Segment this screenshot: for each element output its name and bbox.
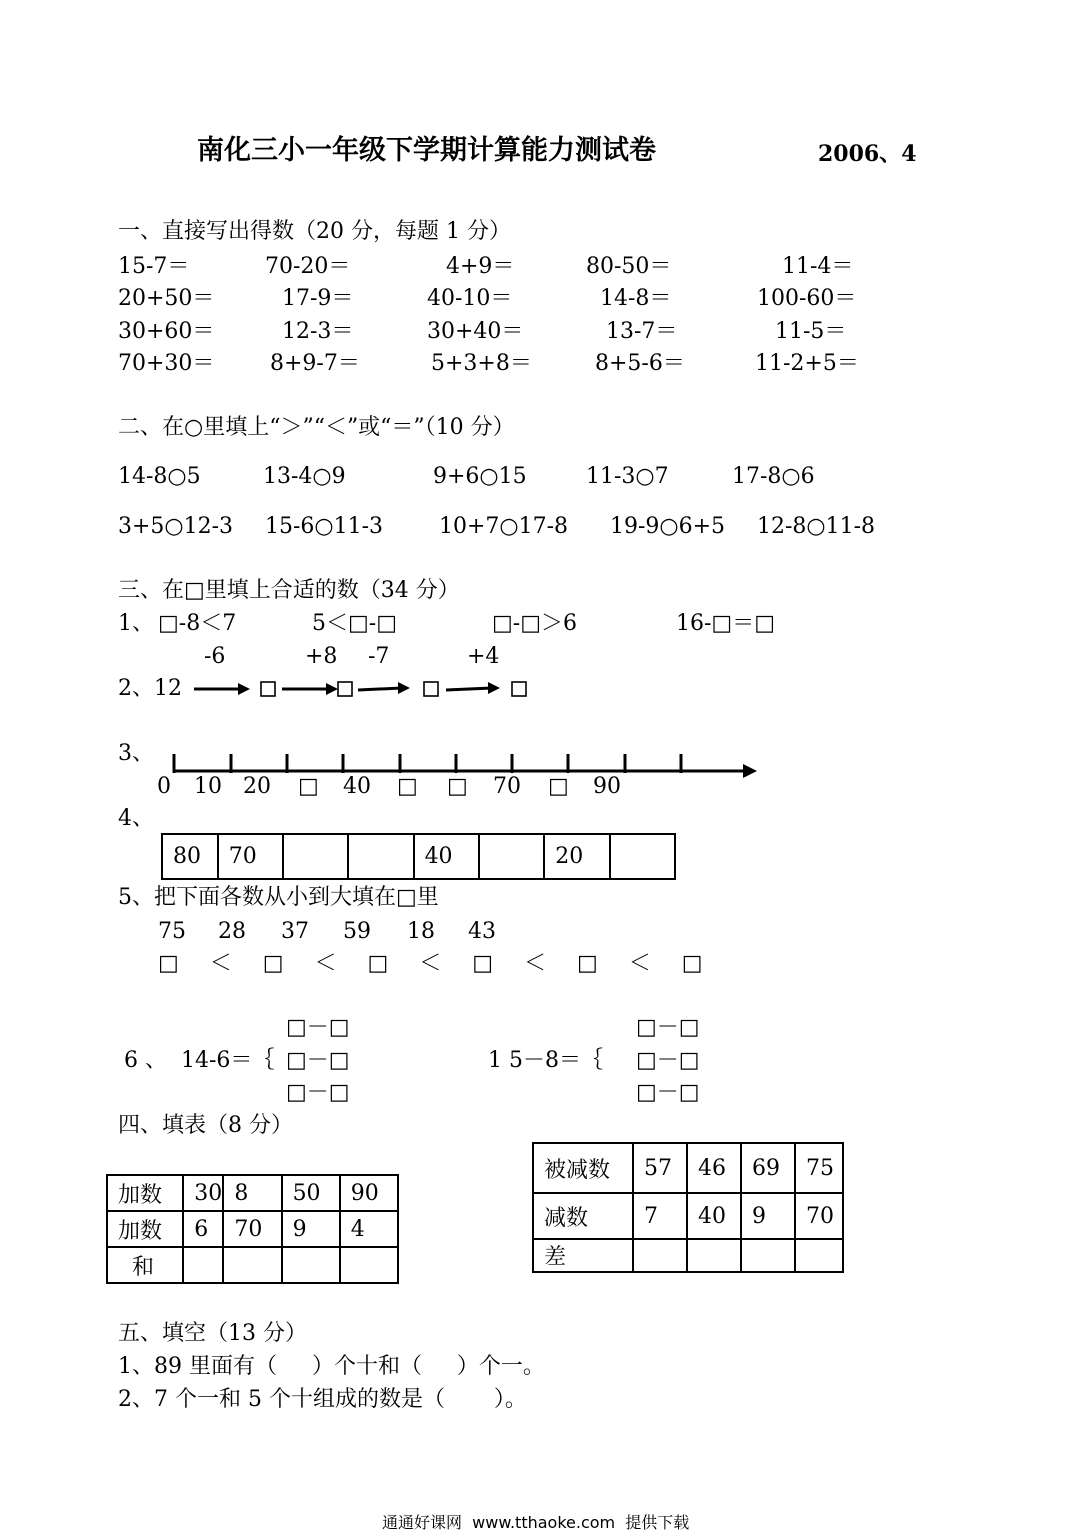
compare-problem: 11-3○7 [586,464,669,489]
compare-problem: 14-8○5 [118,464,201,489]
section3-heading: 三、在□里填上合适的数（34 分） [118,578,460,603]
subtraction-table [532,1142,844,1273]
q6-right-pair: □－□ [636,1080,700,1105]
add-cell: 90 [340,1175,398,1211]
compare-problem: 10+7○17-8 [439,514,569,539]
compare-problem: 3+5○12-3 [118,514,234,539]
problem: 8+9-7＝ [270,351,360,376]
add-header-cell: 加数 [107,1211,183,1247]
sub-cell: 75 [795,1143,843,1193]
compare-problem: 19-9○6+5 [610,514,726,539]
compare-problem: 13-4○9 [263,464,346,489]
q4-cell: 80 [162,834,218,879]
add-header-cell: 和 [107,1247,183,1283]
problem: 14-8＝ [600,286,672,311]
problem: 8+5-6＝ [595,351,685,376]
problem: 13-7＝ [606,319,678,344]
section4-heading: 四、填表（8 分） [118,1113,293,1138]
add-answer-cell[interactable] [282,1247,340,1283]
q6-left-pair: □－□ [286,1048,350,1073]
problem: 70-20＝ [265,254,351,279]
q4-cell[interactable] [479,834,544,879]
q6-left-expr: 14-6＝｛ [181,1048,275,1073]
q1-item: 5＜□-□ [312,611,398,636]
problem: 40-10＝ [427,286,513,311]
addition-table [106,1174,399,1284]
q6-right-pair: □－□ [636,1048,700,1073]
problem: 5+3+8＝ [431,351,532,376]
section2-heading: 二、在○里填上“＞”“＜”或“＝”（10 分） [118,415,515,440]
page-title: 南化三小一年级下学期计算能力测试卷 [197,135,656,166]
add-cell: 9 [282,1211,340,1247]
q2-op: +8 [305,644,338,669]
q3-tick-label: 40 [343,774,371,799]
q4-cell[interactable] [283,834,348,879]
q1-label: 1、 [118,611,154,636]
q5-number: 18 [407,919,435,944]
add-answer-cell[interactable] [183,1247,223,1283]
add-answer-cell[interactable] [223,1247,281,1283]
q5-number: 59 [343,919,371,944]
problem: 11-5＝ [775,319,847,344]
q4-cell[interactable] [610,834,675,879]
sub-answer-cell[interactable] [795,1239,843,1272]
q3-tick-label: □ [397,774,418,799]
q3-tick-label: 90 [593,774,621,799]
q5-number: 37 [281,919,309,944]
problem: 30+60＝ [118,319,215,344]
sub-answer-cell[interactable] [633,1239,687,1272]
footer-credit: 通通好课网 www.tthaoke.com 提供下载 [382,1513,690,1532]
problem: 30+40＝ [427,319,524,344]
q3-tick-label: 20 [243,774,271,799]
compare-problem: 17-8○6 [732,464,815,489]
q5-heading: 5、把下面各数从小到大填在□里 [118,885,439,910]
add-cell: 8 [223,1175,281,1211]
q2-op: -6 [204,644,226,669]
sub-header-cell: 被减数 [533,1143,633,1193]
sub-cell: 7 [633,1193,687,1239]
problem: 80-50＝ [586,254,672,279]
section1-heading: 一、直接写出得数（20 分，每题 1 分） [118,219,511,244]
q2-op: +4 [467,644,500,669]
q6-left-pair: □－□ [286,1080,350,1105]
problem: 11-4＝ [782,254,854,279]
q2-label: 2、12 [118,676,182,701]
section5-heading: 五、填空（13 分） [118,1321,307,1346]
add-cell: 70 [223,1211,281,1247]
sub-header-cell: 减数 [533,1193,633,1239]
q6-right-pair: □－□ [636,1015,700,1040]
sub-cell: 40 [687,1193,741,1239]
sub-cell: 57 [633,1143,687,1193]
problem: 4+9＝ [446,254,515,279]
q4-label: 4、 [118,806,154,831]
fill-blank-item: 1、89 里面有（ ）个十和（ ）个一。 [118,1354,545,1379]
problem: 70+30＝ [118,351,215,376]
q5-number: 28 [218,919,246,944]
q5-order-row: □ ＜ □ ＜ □ ＜ □ ＜ □ ＜ □ [158,951,706,976]
problem: 15-7＝ [118,254,190,279]
q4-cell: 40 [414,834,480,879]
q3-tick-label: 0 [157,774,171,799]
q5-number: 43 [468,919,496,944]
test-date: 2006、4 [818,141,917,167]
problem: 100-60＝ [757,286,857,311]
problem: 12-3＝ [282,319,354,344]
q1-item: □-8＜7 [158,611,237,636]
sub-cell: 9 [741,1193,795,1239]
q3-tick-label: □ [298,774,319,799]
q4-cell: 20 [544,834,610,879]
add-cell: 30 [183,1175,223,1211]
add-cell: 50 [282,1175,340,1211]
q3-tick-label: □ [548,774,569,799]
compare-problem: 12-8○11-8 [757,514,876,539]
sub-cell: 70 [795,1193,843,1239]
add-answer-cell[interactable] [340,1247,398,1283]
problem: 17-9＝ [282,286,354,311]
q4-cell: 70 [218,834,284,879]
q3-tick-label: □ [447,774,468,799]
q6-left-pair: □－□ [286,1015,350,1040]
sub-answer-cell[interactable] [687,1239,741,1272]
q1-item: 16-□＝□ [676,611,776,636]
add-header-cell: 加数 [107,1175,183,1211]
q3-tick-label: 70 [493,774,521,799]
q2-op: -7 [368,644,390,669]
q6-right-expr: 1 5－8＝｛ [488,1048,603,1073]
sub-cell: 46 [687,1143,741,1193]
sub-cell: 69 [741,1143,795,1193]
q4-sequence-table [161,833,676,880]
q5-number: 75 [158,919,186,944]
add-cell: 6 [183,1211,223,1247]
problem: 11-2+5＝ [755,351,859,376]
q3-tick-label: 10 [194,774,222,799]
fill-blank-item: 2、7 个一和 5 个十组成的数是（ ）。 [118,1387,527,1412]
add-cell: 4 [340,1211,398,1247]
sub-header-cell: 差 [533,1239,633,1272]
q4-cell[interactable] [348,834,413,879]
q3-label: 3、 [118,741,154,766]
compare-problem: 15-6○11-3 [265,514,384,539]
q2-arrow-chain [190,676,540,702]
problem: 20+50＝ [118,286,215,311]
sub-answer-cell[interactable] [741,1239,795,1272]
compare-problem: 9+6○15 [433,464,527,489]
q1-item: □-□＞6 [492,611,578,636]
q6-label: 6 、 [124,1048,167,1073]
